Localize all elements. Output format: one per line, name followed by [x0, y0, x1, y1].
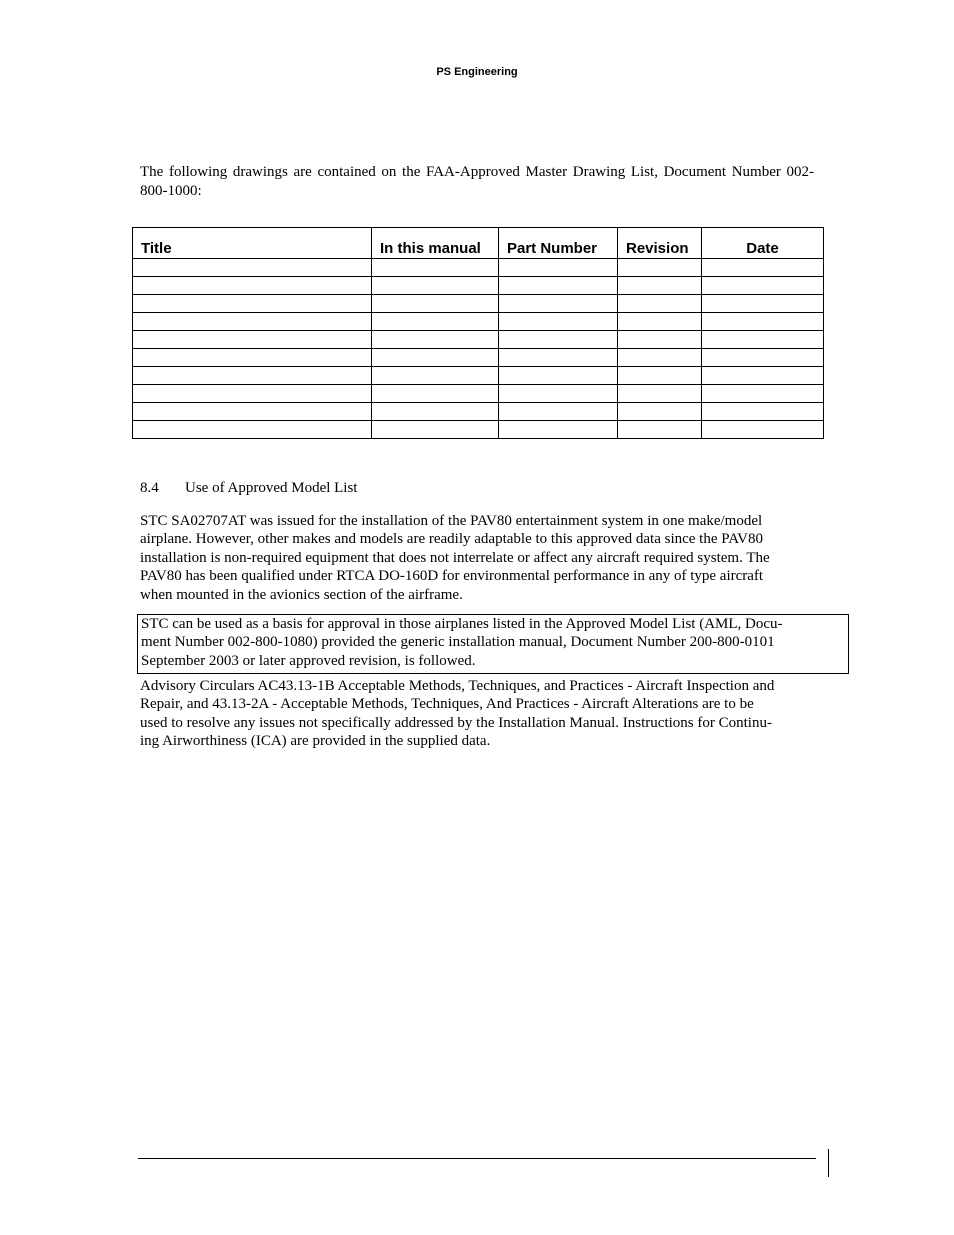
table-cell	[133, 403, 372, 421]
table-cell	[499, 421, 618, 439]
text-line: installation is non-required equipment that does not interrelate or affect any aircraft required system. The	[140, 549, 770, 566]
table-row	[133, 367, 824, 385]
table-cell	[702, 277, 824, 295]
table-cell	[133, 313, 372, 331]
column-header-title: Title	[133, 228, 372, 259]
table-cell	[618, 367, 702, 385]
table-cell	[499, 349, 618, 367]
footer-rule	[138, 1158, 816, 1159]
table-row	[133, 421, 824, 439]
table-cell	[133, 295, 372, 313]
table-cell	[702, 421, 824, 439]
table-row	[133, 331, 824, 349]
intro-paragraph: The following drawings are contained on the FAA-Approved Master Drawing List, Document Number 002-800-1000:	[140, 164, 814, 199]
table-cell	[372, 313, 499, 331]
table-cell	[499, 367, 618, 385]
text-line: airplane. However, other makes and models are readily adaptable to this approved data since the PAV80	[140, 531, 763, 548]
table-cell	[372, 295, 499, 313]
section-heading	[140, 480, 357, 497]
column-header-in-this-manual: In this manual	[372, 228, 499, 259]
table-cell	[133, 277, 372, 295]
table-row	[133, 313, 824, 331]
table-cell	[372, 331, 499, 349]
column-header-part-number: Part Number	[499, 228, 618, 259]
column-header-revision: Revision	[618, 228, 702, 259]
table-cell	[499, 403, 618, 421]
text-line: ing Airworthiness (ICA) are provided in the supplied data.	[140, 733, 491, 750]
table-cell	[702, 349, 824, 367]
table-cell	[372, 385, 499, 403]
aml-boxed-paragraph	[137, 614, 849, 674]
table-cell	[618, 313, 702, 331]
revision-change-bar	[828, 1149, 829, 1177]
stc-paragraph	[140, 512, 800, 604]
table-cell	[372, 367, 499, 385]
text-line: STC can be used as a basis for approval in those airplanes listed in the Approved Model List (AML, Docu-	[141, 616, 783, 632]
table-cell	[702, 367, 824, 385]
table-header-row	[133, 228, 824, 259]
table-cell	[702, 313, 824, 331]
table-cell	[133, 349, 372, 367]
table-cell	[372, 403, 499, 421]
table-cell	[499, 277, 618, 295]
text-line: Advisory Circulars AC43.13-1B Acceptable Methods, Techniques, and Practices - Aircraft Inspection and	[140, 678, 775, 694]
column-header-date: Date	[702, 228, 824, 259]
text-line: September 2003 or later approved revision, is followed.	[141, 652, 476, 669]
table-cell	[618, 403, 702, 421]
table-cell	[702, 259, 824, 277]
table-row	[133, 277, 824, 295]
table-cell	[133, 367, 372, 385]
table-cell	[372, 277, 499, 295]
text-line: ment Number 002-800-1080) provided the generic installation manual, Document Number 200-800-0101	[141, 634, 775, 651]
table-cell	[133, 259, 372, 277]
drawing-list-table	[132, 227, 824, 439]
table-cell	[372, 349, 499, 367]
table-cell	[133, 385, 372, 403]
table-cell	[618, 259, 702, 277]
table-cell	[372, 259, 499, 277]
advisory-circulars-paragraph	[140, 677, 810, 751]
section-title: Use of Approved Model List	[185, 480, 358, 496]
table-cell	[618, 421, 702, 439]
table-cell	[133, 331, 372, 349]
table-cell	[133, 421, 372, 439]
table-row	[133, 403, 824, 421]
text-line: PAV80 has been qualified under RTCA DO-160D for environmental performance in any of type aircraft	[140, 568, 764, 585]
text-line: used to resolve any issues not specifically addressed by the Installation Manual. Instructions for Continu-	[140, 714, 772, 731]
table-cell	[499, 259, 618, 277]
table-cell	[499, 313, 618, 331]
text-line: STC SA02707AT was issued for the installation of the PAV80 entertainment system in one make/model	[140, 513, 763, 529]
table-cell	[372, 421, 499, 439]
table-row	[133, 295, 824, 313]
table-cell	[702, 385, 824, 403]
table-cell	[499, 331, 618, 349]
table-cell	[618, 385, 702, 403]
text-line: Repair, and 43.13-2A - Acceptable Methods, Techniques, And Practices - Aircraft Alterations are to be	[140, 696, 754, 713]
table-cell	[702, 331, 824, 349]
table-cell	[499, 385, 618, 403]
table-cell	[618, 295, 702, 313]
table-cell	[499, 295, 618, 313]
table-cell	[702, 295, 824, 313]
table-cell	[618, 349, 702, 367]
table-cell	[702, 403, 824, 421]
table-cell	[618, 331, 702, 349]
table-row	[133, 385, 824, 403]
table-row	[133, 349, 824, 367]
page-header: PS Engineering	[436, 66, 518, 78]
text-line: when mounted in the avionics section of the airframe.	[140, 586, 463, 603]
table-row	[133, 259, 824, 277]
table-cell	[618, 277, 702, 295]
section-number: 8.4	[140, 480, 159, 496]
